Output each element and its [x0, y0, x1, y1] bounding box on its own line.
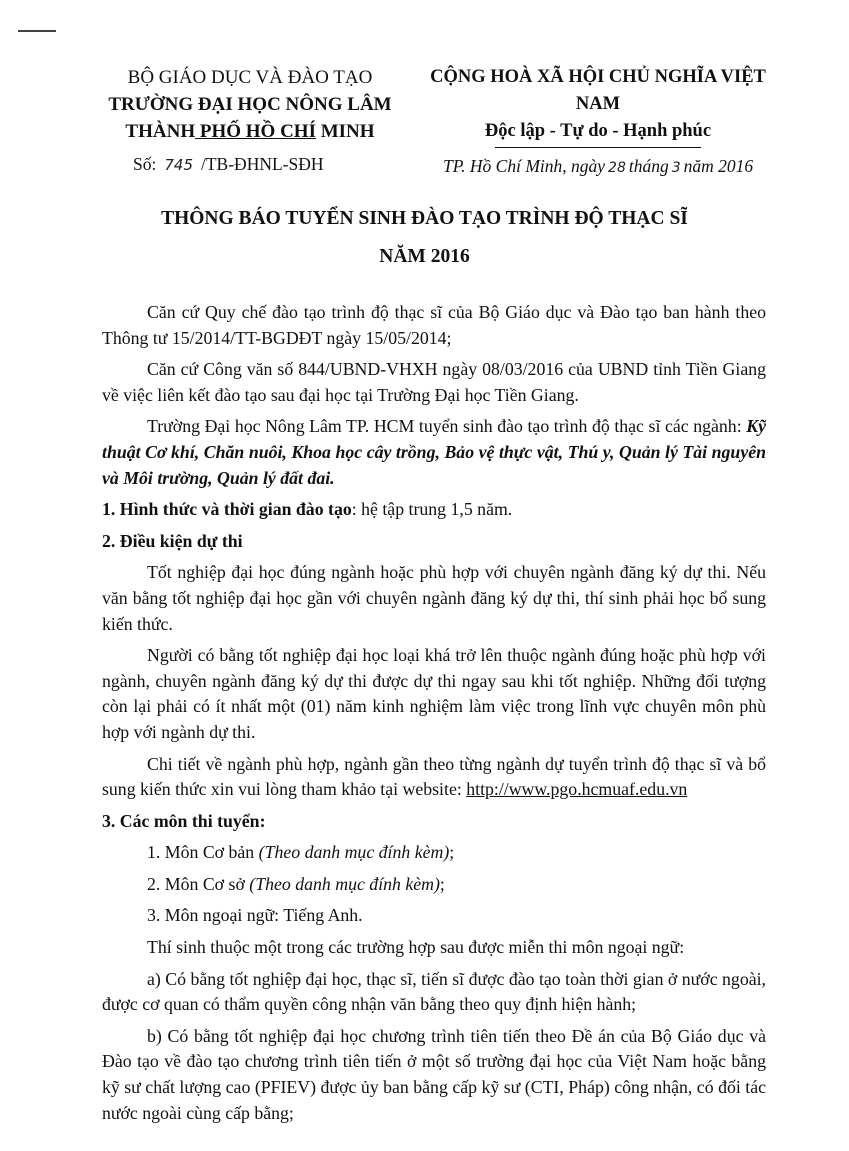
country-name: CỘNG HOÀ XÃ HỘI CHỦ NGHĨA VIỆT NAM: [430, 67, 766, 114]
issuer-header: [100, 64, 400, 145]
university-city: [100, 118, 400, 145]
ref-prefix: Số:: [133, 154, 157, 174]
ministry-name: BỘ GIÁO DỤC VÀ ĐÀO TẠO: [127, 67, 373, 88]
section-2-heading: 2. Điều kiện dự thi: [102, 530, 243, 551]
exam-subject-2-end: ;: [439, 873, 445, 894]
date-day: 28: [608, 160, 626, 176]
national-motto: Độc lập - Tự do - Hạnh phúc: [484, 121, 712, 141]
place-date: [443, 156, 753, 177]
exam-subject-1-note: (Theo danh mục đính kèm): [258, 842, 450, 863]
university-name: TRƯỜNG ĐẠI HỌC NÔNG LÂM: [108, 94, 392, 115]
ref-suffix: /TB-ĐHNL-SĐH: [201, 154, 324, 174]
date-month-label: tháng: [628, 156, 669, 176]
majors-list: Kỹ thuật Cơ khí, Chăn nuôi, Khoa học cây trồng, Bảo vệ thực vật, Thú y, Quản lý Tài nguyên và Môi trường, Quản lý đất đai.: [102, 416, 766, 488]
section-2-paragraph-1: Tốt nghiệp đại học đúng ngành hoặc phù hợp với chuyên ngành đăng ký dự thi. Nếu văn bằng tốt nghiệp đại học gần với chuyên ngành đăng ký dự thi, thí sinh phải học bổ sung kiến thức.: [102, 562, 766, 634]
exam-subject-2: [102, 872, 766, 898]
section-2-paragraph-3-text: Chi tiết về ngành phù hợp, ngành gần theo từng ngành dự tuyển trình độ thạc sĩ và bổ sung kiến thức xin vui lòng tham khảo tại website:: [102, 753, 766, 800]
reference-number: [133, 154, 324, 175]
exam-subject-1: [102, 840, 766, 866]
section-2-paragraph-2: Người có bằng tốt nghiệp đại học loại khá trở lên thuộc ngành đúng hoặc phù hợp với ngành, chuyên ngành đăng ký dự thi được dự thi ngay sau khi tốt nghiệp. Những đối tượng còn lại phải có ít nhất một (01) năm kinh nghiệm làm việc trong lĩnh vực chuyên môn phù hợp với ngành dự thi.: [102, 645, 766, 742]
exam-subject-3: 3. Môn ngoại ngữ: Tiếng Anh.: [147, 905, 363, 926]
section-1-text: : hệ tập trung 1,5 năm.: [351, 499, 513, 520]
university-city-part2: PHỐ HỒ CHÍ: [195, 121, 316, 142]
exam-subject-1-name: 1. Môn Cơ bản: [147, 842, 259, 863]
majors-intro: Trường Đại học Nông Lâm TP. HCM tuyển sinh đào tạo trình độ thạc sĩ các ngành:: [147, 416, 747, 437]
section-3-heading-colon: :: [259, 810, 266, 831]
section-1: [102, 497, 766, 523]
ref-handwritten-number: 745: [164, 156, 193, 174]
title-line-1: THÔNG BÁO TUYỂN SINH ĐÀO TẠO TRÌNH ĐỘ THẠC SĨ: [161, 208, 688, 229]
date-year: năm 2016: [683, 156, 754, 176]
exemption-case-a: a) Có bằng tốt nghiệp đại học, thạc sĩ, tiến sĩ được đào tạo toàn thời gian ở nước ngoài, được cơ quan có thẩm quyền công nhận văn bằng theo quy định hiện hành;: [102, 968, 766, 1015]
scan-mark: [18, 30, 56, 32]
document-body: [102, 300, 766, 1132]
section-3-heading: [102, 809, 766, 835]
exam-subject-2-note: (Theo danh mục đính kèm): [249, 873, 440, 894]
national-header: [408, 64, 788, 148]
document-title: [60, 200, 789, 276]
exemption-intro: Thí sinh thuộc một trong các trường hợp sau được miễn thi môn ngoại ngữ:: [147, 937, 685, 958]
exam-subject-2-name: 2. Môn Cơ sở: [147, 873, 250, 894]
section-1-heading: 1. Hình thức và thời gian đào tạo: [102, 499, 352, 520]
exemption-case-b: b) Có bằng tốt nghiệp đại học chương trình tiên tiến theo Đề án của Bộ Giáo dục và Đào tạo về đào tạo chương trình tiên tiến ở một số trường đại học của Việt Nam hoặc bằng kỹ sư chất lượng cao (PFIEV) được ủy ban bằng cấp kỹ sư (CTI, Pháp) công nhận, có đối tác nước ngoài cùng cấp bằng;: [102, 1025, 766, 1123]
title-line-2: NĂM 2016: [379, 246, 470, 267]
website-link[interactable]: http://www.pgo.hcmuaf.edu.vn: [466, 779, 688, 800]
exam-subject-1-end: ;: [449, 842, 455, 863]
paragraph-legal-basis-2: Căn cứ Công văn số 844/UBND-VHXH ngày 08/03/2016 của UBND tỉnh Tiền Giang về việc liên kết đào tạo sau đại học tại Trường Đại học Tiền Giang.: [102, 359, 766, 405]
university-city-part3: MINH: [315, 121, 375, 142]
paragraph-majors: [102, 414, 766, 491]
university-city-part1: THÀNH: [125, 121, 196, 142]
section-2-paragraph-3: [102, 752, 766, 803]
section-3-heading-text: 3. Các môn thi tuyển: [102, 810, 260, 831]
date-month: 3: [671, 160, 681, 176]
motto-underline: [495, 147, 701, 148]
paragraph-legal-basis-1: Căn cứ Quy chế đào tạo trình độ thạc sĩ của Bộ Giáo dục và Đào tạo ban hành theo Thông tư 15/2014/TT-BGDĐT ngày 15/05/2014;: [102, 302, 766, 348]
date-prefix: TP. Hồ Chí Minh, ngày: [443, 156, 606, 176]
